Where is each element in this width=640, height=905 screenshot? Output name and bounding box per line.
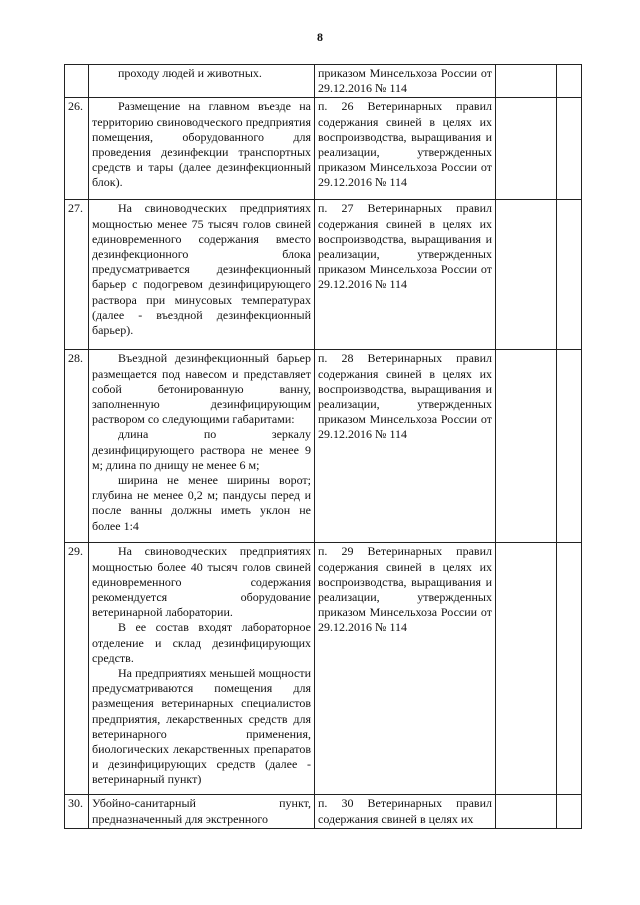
answer-cell bbox=[496, 795, 557, 828]
note-cell bbox=[557, 200, 582, 350]
reference-cell: п. 29 Ветеринарных правил содержания свиней в целях их воспроизводства, выращивания и реализации, утвержденных приказом Минсельхоза России от 29.12.2016 № 114 bbox=[315, 543, 496, 795]
answer-cell bbox=[496, 543, 557, 795]
requirement-cell bbox=[89, 98, 315, 200]
note-cell bbox=[557, 350, 582, 543]
requirement-text: На свиноводческих предприятиях мощностью менее 75 тысяч голов свиней единовременного содержания вместо дезинфекционного блока предусматривается дезинфекционный барьер с подогревом дезинфицирующего раствора при минусовых температурах (далее - въездной дезинфекционный барьер). bbox=[92, 201, 311, 338]
requirement-text: На предприятиях меньшей мощности предусматриваются помещения для размещения ветеринарных специалистов предприятия, лекарственных средств для ветеринарного применения, биологических лекарственных препаратов и дезинфицирующих средств (далее - ветеринарный пункт) bbox=[92, 666, 311, 787]
table-row bbox=[65, 65, 582, 98]
row-number: 28. bbox=[65, 350, 89, 543]
reference-cell: п. 30 Ветеринарных правил содержания свиней в целях их bbox=[315, 795, 496, 828]
note-cell bbox=[557, 98, 582, 200]
answer-cell bbox=[496, 65, 557, 98]
table-row bbox=[65, 200, 582, 350]
requirement-text: проходу людей и животных. bbox=[118, 66, 262, 80]
reference-cell: п. 28 Ветеринарных правил содержания свиней в целях их воспроизводства, выращивания и реализации, утвержденных приказом Минсельхоза России от 29.12.2016 № 114 bbox=[315, 350, 496, 543]
requirement-text: длина по зеркалу дезинфицирующего раствора не менее 9 м; длина по днищу не менее 6 м; bbox=[92, 427, 311, 472]
page-number: 8 bbox=[317, 30, 323, 44]
note-cell bbox=[557, 795, 582, 828]
requirement-cell bbox=[89, 200, 315, 350]
requirement-text: ширина не менее ширины ворот; глубина не менее 0,2 м; пандусы перед и после ванны должны иметь уклон не более 1:4 bbox=[92, 473, 311, 533]
row-number bbox=[65, 65, 89, 98]
row-number: 26. bbox=[65, 98, 89, 200]
row-number: 30. bbox=[65, 795, 89, 828]
reference-cell: приказом Минсельхоза России от 29.12.2016 № 114 bbox=[315, 65, 496, 98]
requirement-cell bbox=[89, 350, 315, 543]
row-number: 27. bbox=[65, 200, 89, 350]
requirement-text: На свиноводческих предприятиях мощностью более 40 тысяч голов свиней единовременного содержания рекомендуется оборудование ветеринарной лаборатории. bbox=[92, 544, 311, 620]
table-row bbox=[65, 795, 582, 828]
answer-cell bbox=[496, 98, 557, 200]
requirement-text: В ее состав входят лабораторное отделение и склад дезинфицирующих средств. bbox=[92, 620, 311, 665]
table-row bbox=[65, 98, 582, 200]
note-cell bbox=[557, 543, 582, 795]
row-number: 29. bbox=[65, 543, 89, 795]
answer-cell bbox=[496, 350, 557, 543]
requirement-cell bbox=[89, 543, 315, 795]
reference-cell: п. 27 Ветеринарных правил содержания свиней в целях их воспроизводства, выращивания и реализации, утвержденных приказом Минсельхоза России от 29.12.2016 № 114 bbox=[315, 200, 496, 350]
requirement-text: Размещение на главном въезде на территорию свиноводческого предприятия помещения, оборудованного для проведения дезинфекции транспортных средств и тары (далее дезинфекционный блок). bbox=[92, 99, 311, 190]
note-cell bbox=[557, 65, 582, 98]
requirement-cell bbox=[89, 795, 315, 828]
reference-cell: п. 26 Ветеринарных правил содержания свиней в целях их воспроизводства, выращивания и реализации, утвержденных приказом Минсельхоза России от 29.12.2016 № 114 bbox=[315, 98, 496, 200]
requirement-text: Въездной дезинфекционный барьер размещается под навесом и представляет собой бетонированную ванну, заполненную дезинфицирующим раствором со следующими габаритами: bbox=[92, 351, 311, 427]
requirement-cell bbox=[89, 65, 315, 98]
requirements-table bbox=[64, 64, 582, 829]
table-row bbox=[65, 350, 582, 543]
requirement-text: Убойно-санитарный пункт, предназначенный для экстренного bbox=[92, 796, 311, 826]
table-row bbox=[65, 543, 582, 795]
answer-cell bbox=[496, 200, 557, 350]
